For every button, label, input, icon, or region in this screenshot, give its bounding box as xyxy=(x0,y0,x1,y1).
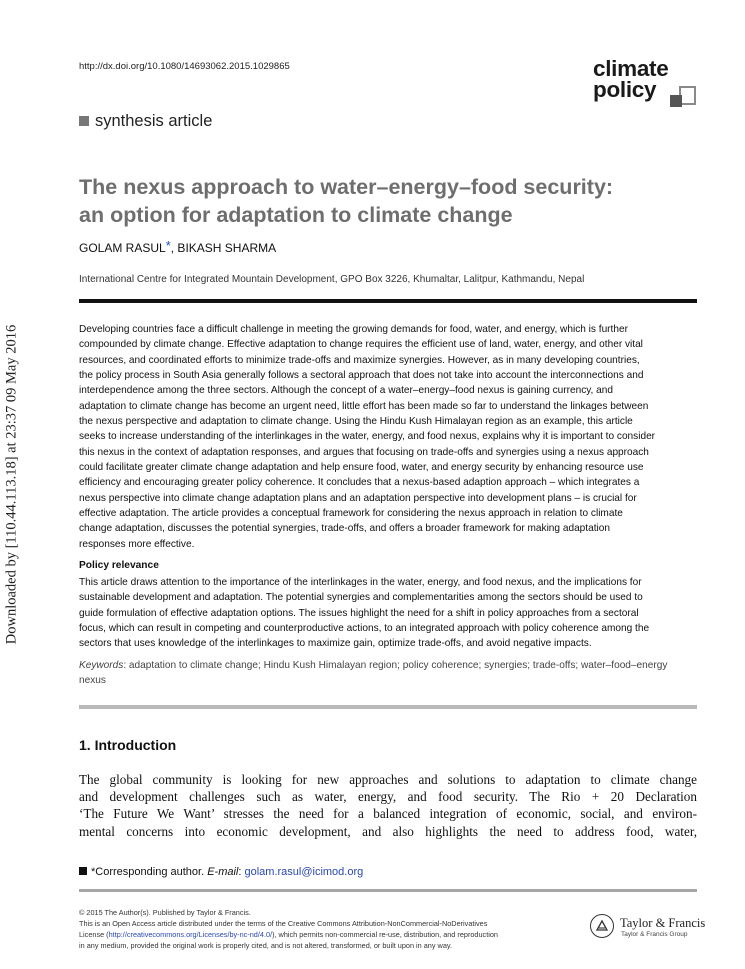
intro-line: The global community is looking for new approaches and solutions to adaptation to climate change xyxy=(79,772,697,787)
square-bullet-icon xyxy=(79,116,89,126)
section-rule xyxy=(79,705,697,709)
intro-line: and development challenges such as water, energy, and food security. The Rio + 20 Declaration xyxy=(79,789,697,805)
license-text: License ( xyxy=(79,930,109,939)
footer-rule xyxy=(79,889,697,892)
keywords-list: : adaptation to climate change; Hindu Kush Himalayan region; policy coherence; synergies; trade-offs; water–food–energy nexus xyxy=(79,660,668,687)
abstract-line: could facilitate greater climate change adaptation and help ensure food, water, and energy security by enhancing resource use xyxy=(79,462,644,474)
download-watermark: Downloaded by [110.44.113.18] at 23:37 09 May 2016 xyxy=(3,324,20,645)
title-line: an option for adaptation to climate change xyxy=(79,203,513,227)
policy-relevance-heading: Policy relevance xyxy=(79,560,159,571)
article-type-label: synthesis article xyxy=(95,112,213,130)
abstract-line: seeks to increase understanding of the interlinkages in the water, energy, and food nexus, explains why it is important to consider xyxy=(79,431,656,443)
abstract-line: effective adaptation. The article provides a conceptual framework for considering the nexus approach in relation to climate xyxy=(79,508,623,520)
publisher-emblem-icon xyxy=(590,914,614,938)
journal-logo xyxy=(593,57,699,109)
policy-relevance-text xyxy=(79,575,697,652)
corresponding-author-text: *Corresponding author. xyxy=(91,866,208,878)
publisher-logo xyxy=(590,914,706,944)
logo-square-filled xyxy=(670,95,682,107)
abstract-line: the policy process in South Asia generally follows a sectoral approach that does not take into account the interconnections and xyxy=(79,370,644,382)
email-link[interactable]: golam.rasul@icimod.org xyxy=(244,866,364,878)
header-rule xyxy=(79,299,697,303)
license-text: ), which permits non-commercial re-use, distribution, and reproduction xyxy=(272,930,498,939)
author-name: , BIKASH SHARMA xyxy=(170,241,277,255)
intro-line: ‘The Future We Want’ stresses the need for a balanced integration of economic, social, and environ- xyxy=(79,806,697,822)
doi-link[interactable]: http://dx.doi.org/10.1080/14693062.2015.1029865 xyxy=(79,61,290,72)
article-type xyxy=(79,112,212,131)
corresponding-author-mark[interactable]: * xyxy=(165,238,171,253)
license-line: © 2015 The Author(s). Published by Taylor & Francis. xyxy=(79,908,251,917)
email-label: E-mail xyxy=(207,866,239,878)
publisher-group: Taylor & Francis Group xyxy=(621,931,688,938)
abstract-line: the nexus perspective and adaptation to climate change. Using the Hindu Kush Himalayan region as an example, this article xyxy=(79,416,633,428)
abstract-line: efficiency and encouraging greater policy coherence. It concludes that a nexus-based adaption approach – which integrates a xyxy=(79,477,640,489)
keywords xyxy=(79,658,697,689)
abstract-line: resources, and coordinated efforts to minimize trade-offs and maximize synergies. However, as in many developing countries, xyxy=(79,354,640,366)
abstract-line: compounded by climate change. Effective adaptation to change requires the efficient use of land, water, energy, and other vital xyxy=(79,339,643,351)
abstract xyxy=(79,322,697,552)
square-bullet-icon xyxy=(79,867,87,875)
affiliation: International Centre for Integrated Mountain Development, GPO Box 3226, Khumaltar, Lalitpur, Kathmandu, Nepal xyxy=(79,274,585,285)
abstract-line: adaptation to climate change has become an urgent need, little effort has been made so far to understand the linkages between xyxy=(79,400,649,412)
license-line: in any medium, provided the original work is properly cited, and is not altered, transformed, or built upon in any way. xyxy=(79,941,453,950)
title-line: The nexus approach to water–energy–food security: xyxy=(79,175,614,199)
abstract-line: interdependence among the three sectors. Although the concept of a water–energy–food nexus is gaining currency, and xyxy=(79,385,614,397)
logo-word-climate: climate xyxy=(593,56,669,81)
abstract-line: change adaptation, discusses the potential synergies, trade-offs, and offers a broader framework for making adaptation xyxy=(79,523,610,535)
corresponding-author-note xyxy=(79,866,363,878)
policy-line: sectors that uses knowledge of the interlinkages to maximize gain, optimize trade-offs, and avoid negative impacts. xyxy=(79,638,592,650)
license-line: This is an Open Access article distributed under the terms of the Creative Commons Attribution-NonCommercial-NoDerivatives xyxy=(79,919,488,928)
publisher-name: Taylor & Francis xyxy=(620,916,706,930)
author-list xyxy=(79,238,276,255)
abstract-line: this nexus in the context of adaptation responses, and argues that focusing on trade-offs and synergies using a nexus approach xyxy=(79,446,649,458)
keywords-label: Keywords xyxy=(79,660,124,671)
introduction-text xyxy=(79,771,697,840)
license-line xyxy=(79,929,559,940)
abstract-line: Developing countries face a difficult challenge in meeting the growing demands for food, water, and energy, which is further xyxy=(79,324,628,335)
abstract-line: nexus perspective into climate change adaptation plans and an adaptation perspective into development plans – is crucial for xyxy=(79,492,637,504)
intro-line: mental concerns into economic development, and also highlights the need to address food, water, xyxy=(79,823,697,839)
logo-word-policy: policy xyxy=(593,77,657,102)
license-link[interactable]: http://creativecommons.org/Licenses/by-nc-nd/4.0/ xyxy=(108,930,273,939)
policy-line: guide formulation of effective adaptation options. The issues highlight the need for a shift in policy approaches from a sectoral xyxy=(79,607,639,619)
email-colon: : xyxy=(238,866,245,878)
policy-line: focus, which can result in competing and counterproductive actions, to an integrated approach with policy coherence among the xyxy=(79,623,650,635)
license-note xyxy=(79,907,559,951)
policy-line: This article draws attention to the importance of the interlinkages in the water, energy, and food nexus, and the implications for xyxy=(79,577,642,588)
introduction-heading: 1. Introduction xyxy=(79,737,177,753)
author-name: GOLAM RASUL xyxy=(79,241,166,255)
abstract-line: responses more effective. xyxy=(79,538,195,550)
policy-line: sustainable development and adaptation. The potential synergies and complementarities among the sectors should be used to xyxy=(79,592,643,604)
article-title xyxy=(79,173,709,229)
